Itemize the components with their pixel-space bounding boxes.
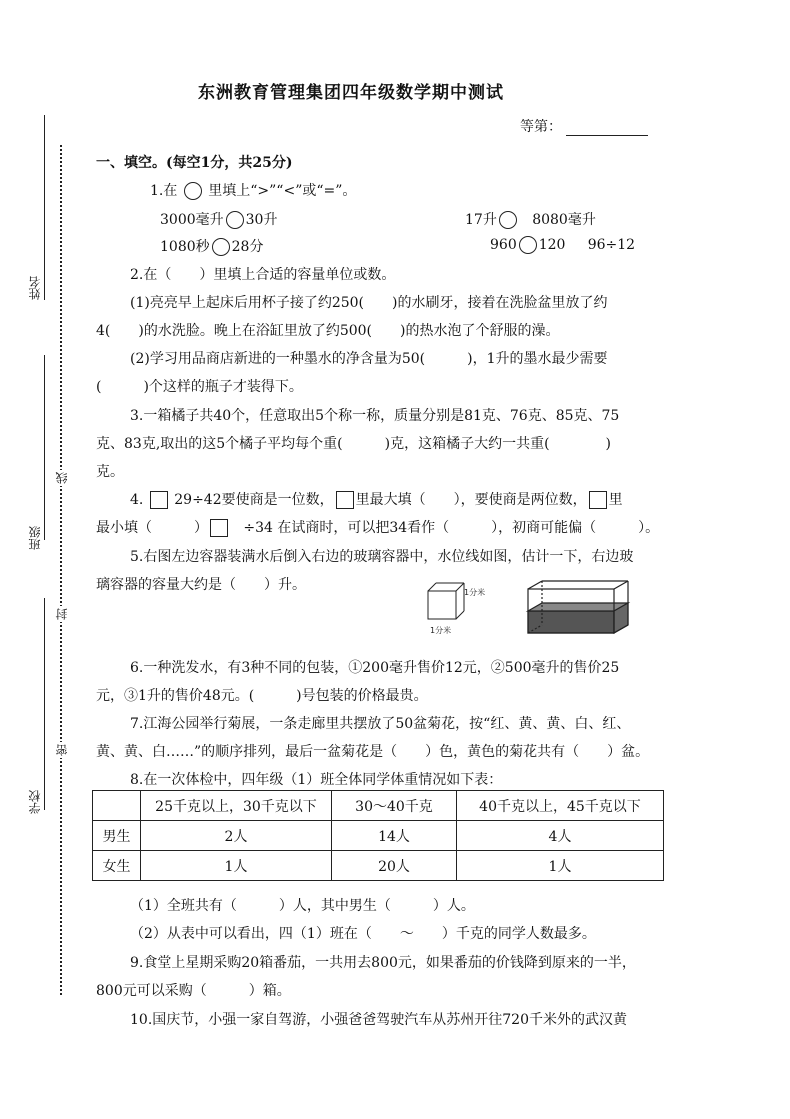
- cube-container: [428, 583, 464, 619]
- q8-text: 8.在一次体检中，四年级（1）班全体同学体重情况如下表：: [130, 772, 503, 788]
- q9-line2: 800元可以采购（ ）箱。: [96, 983, 291, 999]
- class-label: 班级: [28, 526, 42, 550]
- q3-line2: 克、83克,取出的这5个橘子平均每个重( )克，这箱橘子大约一共重( ): [96, 436, 612, 452]
- seal-dotted-line: [60, 145, 62, 995]
- glass-container: [528, 581, 628, 633]
- cube-width-label: 1分米: [430, 626, 452, 635]
- q8-2-text: （2）从表中可以看出，四（1）班在（ ～ ）千克的同学人数最多。: [130, 926, 596, 942]
- circle-icon[interactable]: [499, 211, 517, 229]
- container-figure: [420, 575, 660, 645]
- table-header: 25千克以上，30千克以下: [141, 791, 332, 821]
- box-icon[interactable]: [150, 491, 168, 509]
- margin-rule-bottom: [44, 598, 45, 810]
- table-row: [93, 821, 664, 851]
- table-header: 40千克以上，45千克以下: [457, 791, 664, 821]
- seal-seal-char: 封: [55, 608, 69, 620]
- table-cell: 女生: [93, 851, 141, 881]
- page-title: 东洲教育管理集团四年级数学期中测试: [198, 83, 504, 103]
- table-cell: 20人: [332, 851, 457, 881]
- table-cell: 1人: [141, 851, 332, 881]
- table-cell: [93, 791, 141, 821]
- grade-field[interactable]: [520, 116, 648, 136]
- school-label: 学校: [28, 790, 42, 814]
- circle-icon[interactable]: [519, 236, 537, 254]
- q2-2-line1: (2)学习用品商店新进的一种墨水的净含量为50( )，1升的墨水最少需要: [130, 351, 608, 367]
- table-cell: 14人: [332, 821, 457, 851]
- table-cell: 2人: [141, 821, 332, 851]
- circle-icon: [184, 182, 202, 200]
- box-icon[interactable]: [589, 491, 607, 509]
- circle-icon[interactable]: [226, 211, 244, 229]
- grade-blank[interactable]: [566, 121, 648, 136]
- margin-rule-top: [44, 115, 45, 300]
- q9-line1: 9.食堂上星期采购20箱番茄，一共用去800元，如果番茄的价钱降到原来的一半，: [130, 955, 636, 971]
- q5-line1: 5.右图左边容器装满水后倒入右边的玻璃容器中，水位线如图，估计一下，右边玻: [130, 549, 634, 565]
- q2-1-line1: (1)亮亮早上起床后用杯子接了约250( )的水刷牙，接着在洗脸盆里放了约: [130, 295, 608, 311]
- section-heading: 一、填空。(每空1分，共25分): [96, 155, 293, 171]
- q4-line2: 最小填（ ） ÷34 在试商时，可以把34看作（ ），初商可能偏（ ）。: [96, 520, 660, 536]
- box-icon[interactable]: [210, 519, 228, 537]
- q2-1-line2: 4( )的水洗脸。晚上在浴缸里放了约500( )的热水泡了个舒服的澡。: [96, 323, 560, 339]
- q1-row2-left: 1080秒 28分: [160, 239, 264, 255]
- margin-rule-mid: [44, 355, 45, 540]
- weight-table: [92, 790, 664, 881]
- seal-line-char: 线: [55, 472, 69, 484]
- q1-row2-right: 960 120 96÷12: [490, 237, 636, 253]
- q1-text: 1.在 里填上“>”“<”或“=”。: [150, 183, 357, 199]
- circle-icon[interactable]: [212, 238, 230, 256]
- table-header-row: [93, 791, 664, 821]
- q6-line1: 6.一种洗发水，有3种不同的包装，①200毫升售价12元，②500毫升的售价25: [130, 660, 620, 676]
- table-row: [93, 851, 664, 881]
- q5-line2: 璃容器的容量大约是（ ）升。: [96, 577, 306, 593]
- q2-text: 2.在（ ）里填上合适的容量单位或数。: [130, 267, 396, 283]
- q2-2-line2: ( )个这样的瓶子才装得下。: [96, 379, 303, 395]
- q8-1-text: （1）全班共有（ ）人，其中男生（ ）人。: [130, 898, 475, 914]
- q1-row1-left: 3000毫升 30升: [160, 212, 278, 228]
- cube-height-label: 1分米: [464, 588, 486, 597]
- grade-label: 等第：: [520, 119, 562, 135]
- table-header: 30～40千克: [332, 791, 457, 821]
- box-icon[interactable]: [336, 491, 354, 509]
- name-label: 姓名: [28, 276, 42, 300]
- q3-line3: 克。: [96, 464, 124, 480]
- seal-dense-char: 密: [55, 744, 69, 756]
- q7-line1: 7.江海公园举行菊展，一条走廊里共摆放了50盆菊花，按“红、黄、黄、白、红、: [130, 716, 631, 732]
- q3-line1: 3.一箱橘子共40个，任意取出5个称一称，质量分别是81克、76克、85克、75: [130, 408, 620, 424]
- table-cell: 男生: [93, 821, 141, 851]
- q1-row1-right: 17升 8080毫升: [465, 212, 596, 228]
- table-cell: 4人: [457, 821, 664, 851]
- q10-line1: 10.国庆节，小强一家自驾游，小强爸爸驾驶汽车从苏州开往720千米外的武汉黄: [130, 1012, 627, 1028]
- q7-line2: 黄、黄、白……”的顺序排列，最后一盆菊花是（ ）色，黄色的菊花共有（ ）盆。: [96, 744, 650, 760]
- table-cell: 1人: [457, 851, 664, 881]
- q6-line2: 元，③1升的售价48元。( )号包装的价格最贵。: [96, 688, 428, 704]
- q4-line1: 4. 29÷42要使商是一位数， 里最大填（ ），要使商是两位数， 里: [130, 492, 623, 508]
